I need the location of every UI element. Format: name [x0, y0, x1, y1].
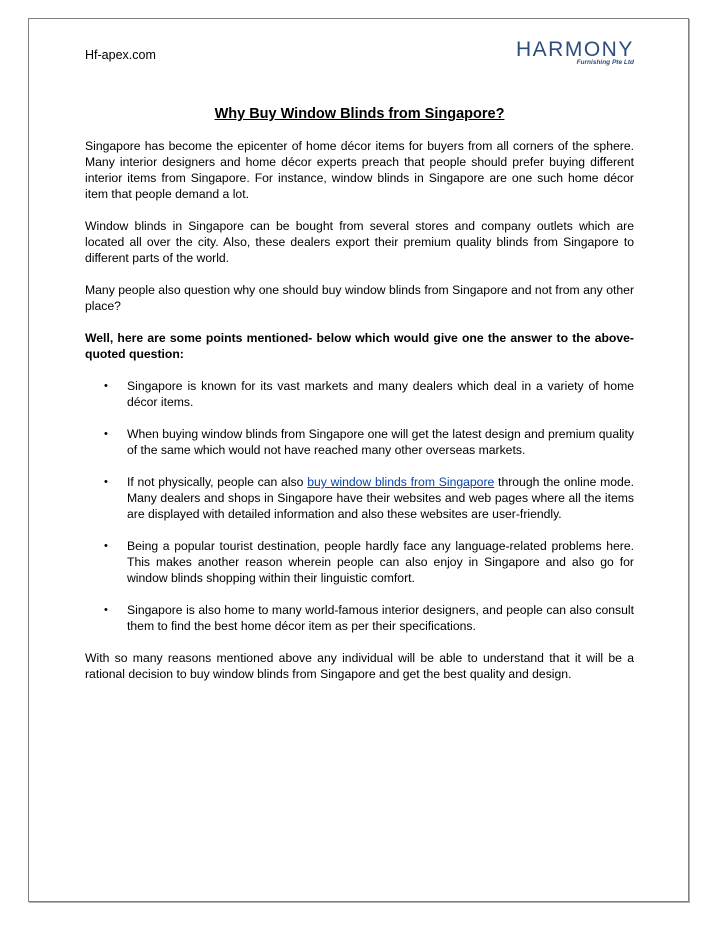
list-item: [85, 378, 634, 410]
bullet-icon: •: [104, 540, 108, 552]
list-item: [85, 538, 634, 586]
list-item-text-after-link: through the online mode. Many dealers and shops in Singapore have their websites and web pages where all the items are displayed with detailed information and also these websites are user-friendly.: [127, 475, 635, 521]
paragraph-stores: Window blinds in Singapore can be bought from several stores and company outlets which are located all over the city. Also, these dealers export their premium quality blinds from Singapore to different parts of the world.: [85, 219, 634, 265]
harmony-logo: [516, 40, 636, 66]
header-site-name: Hf-apex.com: [85, 48, 156, 62]
paragraph-points-intro: Well, here are some points mentioned- below which would give one the answer to the above-quoted question:: [85, 331, 634, 361]
list-item-text: Singapore is known for its vast markets and many dealers which deal in a variety of home décor items.: [127, 379, 634, 409]
logo-subtitle: Furnishing Pte Ltd: [576, 59, 634, 66]
list-item-text: Being a popular tourist destination, people hardly face any language-related problems here. This makes another reason wherein people can also enjoy in Singapore and also go for window blinds shopping within their linguistic comfort.: [127, 539, 634, 585]
bullet-icon: •: [104, 604, 108, 616]
bullet-icon: •: [104, 380, 108, 392]
paragraph-question: Many people also question why one should buy window blinds from Singapore and not from any other place?: [85, 283, 634, 313]
buy-blinds-link[interactable]: buy window blinds from Singapore: [307, 475, 495, 489]
bullet-icon: •: [104, 476, 108, 488]
article-body: [85, 104, 634, 698]
points-list: [85, 378, 634, 634]
list-item-text: When buying window blinds from Singapore one will get the latest design and premium quality of the same which would not have reached many other overseas markets.: [127, 427, 634, 457]
list-item-text-before-link: If not physically, people can also: [127, 475, 308, 489]
list-item: [85, 474, 634, 522]
paragraph-conclusion: With so many reasons mentioned above any individual will be able to understand that it will be a rational decision to buy window blinds from Singapore and get the best quality and design.: [85, 651, 634, 681]
article-title: Why Buy Window Blinds from Singapore?: [214, 106, 505, 122]
bullet-icon: •: [104, 428, 108, 440]
logo-wordmark: HARMONY: [516, 38, 634, 61]
list-item: [85, 426, 634, 458]
list-item-text: Singapore is also home to many world-famous interior designers, and people can also consult them to find the best home décor item as per their specifications.: [127, 603, 634, 633]
list-item: [85, 602, 634, 634]
paragraph-intro: Singapore has become the epicenter of home décor items for buyers from all corners of the sphere. Many interior designers and home décor experts preach that people should prefer buying different interior items from Singapore. For instance, window blinds in Singapore are one such home décor item that people demand a lot.: [85, 139, 634, 201]
